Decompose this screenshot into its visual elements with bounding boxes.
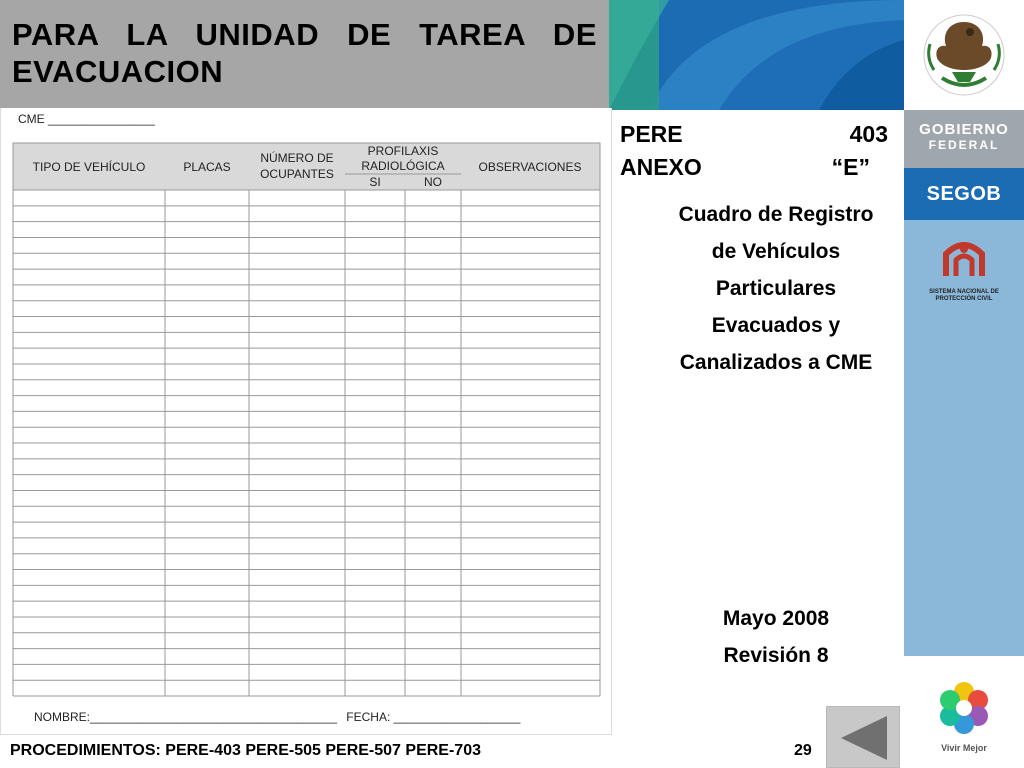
anexo-value: “E” — [831, 154, 870, 180]
footer — [0, 735, 826, 768]
page-number: 29 — [794, 742, 812, 759]
revision-number: Revisión 8 — [723, 644, 829, 667]
signature-line — [34, 710, 520, 724]
eagle-seal-icon — [904, 0, 1024, 110]
segob-logo: SEGOB — [904, 168, 1024, 220]
sinaproc-line1: SISTEMA NACIONAL DE — [929, 289, 999, 295]
description-line: Cuadro de Registro — [678, 203, 874, 226]
pere-number: 403 — [849, 121, 888, 147]
fecha-label: FECHA: ___________________ — [346, 710, 521, 724]
header-numero-line1: NÚMERO DE — [260, 151, 334, 165]
description-line: Canalizados a CME — [679, 351, 873, 374]
procedures-label: PROCEDIMIENTOS: PERE-403 PERE-505 PERE-507 PERE-703 — [10, 742, 481, 759]
header-tipo: TIPO DE VEHÍCULO — [32, 160, 146, 174]
vehicle-register-form — [0, 108, 612, 735]
gobierno-line1: GOBIERNO — [919, 121, 1009, 138]
proteccion-civil-icon — [918, 236, 1010, 282]
banner-arcs — [609, 0, 904, 110]
header-numero-line2: OCUPANTES — [260, 167, 334, 181]
register-table — [1, 108, 613, 708]
header-si: SI — [369, 175, 381, 189]
vivir-mejor-label: Vivir Mejor — [941, 743, 987, 753]
header-placas: PLACAS — [183, 160, 231, 174]
cme-field-label: CME ________________ — [18, 112, 155, 126]
page-title: PARA LA UNIDAD DE TAREA DE EVACUACION — [12, 17, 597, 90]
description-line: de Vehículos — [711, 240, 841, 263]
pere-label: PERE — [620, 121, 683, 147]
header-banner — [609, 0, 904, 110]
header-no: NO — [424, 175, 442, 189]
revision-info — [699, 600, 853, 674]
vivir-mejor-flower-icon — [934, 680, 994, 738]
back-button[interactable] — [826, 706, 900, 768]
sinaproc-logo — [918, 236, 1010, 303]
gobierno-line2: FEDERAL — [928, 138, 1000, 152]
brand-column — [904, 0, 1024, 768]
revision-date: Mayo 2008 — [722, 607, 830, 630]
description-line: Particulares — [715, 277, 837, 300]
header-profilaxis-line2: RADIOLÓGICA — [361, 159, 445, 173]
anexo-label: ANEXO — [620, 154, 702, 180]
sinaproc-line2: PROTECCIÓN CIVIL — [935, 296, 993, 303]
header-observaciones: OBSERVACIONES — [478, 160, 582, 174]
nombre-label: NOMBRE:_____________________________________ — [34, 710, 337, 724]
national-seal — [904, 0, 1024, 110]
gobierno-federal-logo — [904, 110, 1024, 168]
annex-description — [649, 196, 903, 381]
info-panel — [609, 110, 904, 768]
vivir-mejor-logo — [914, 680, 1014, 753]
title-bar — [0, 0, 609, 108]
triangle-left-icon — [827, 707, 901, 768]
description-line: Evacuados y — [711, 314, 841, 337]
header-profilaxis-line1: PROFILAXIS — [367, 144, 439, 158]
